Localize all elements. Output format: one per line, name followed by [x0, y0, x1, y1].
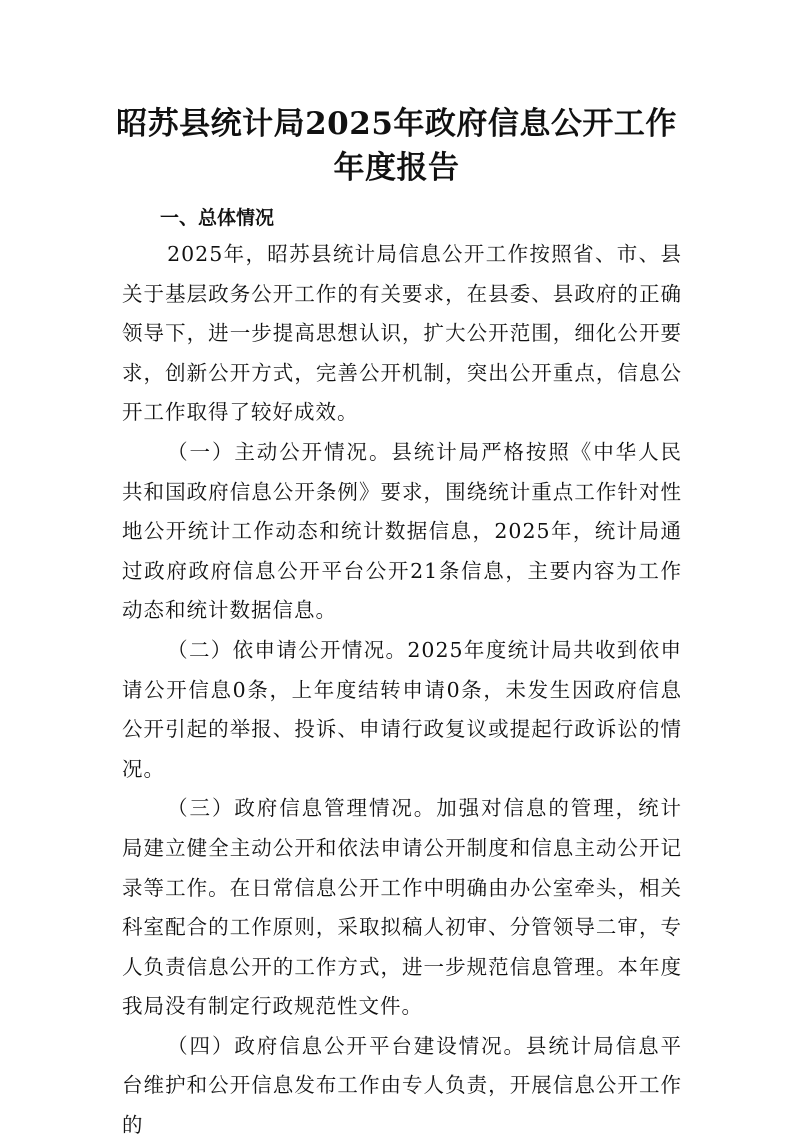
paragraph-intro: 2025年，昭苏县统计局信息公开工作按照省、市、县关于基层政务公开工作的有关要求，在县委、县政府的正确领导下，进一步提高思想认识，扩大公开范围，细化公开要求，创新公开方式，完善公开机制，突出公开重点，信息公开工作取得了较好成效。 — [122, 242, 682, 425]
section-heading-overview: 一、总体情况 — [160, 207, 275, 229]
paragraph-proactive-disclosure: （一）主动公开情况。县统计局严格按照《中华人民共和国政府信息公开条例》要求，围绕统计重点工作针对性地公开统计工作动态和统计数据信息，2025年，统计局通过政府政府信息公开平台公开21条信息，主要内容为工作动态和统计数据信息。 — [122, 439, 682, 623]
paragraph-platform-construction: （四）政府信息公开平台建设情况。县统计局信息平台维护和公开信息发布工作由专人负责，开展信息公开工作的 — [122, 1033, 682, 1138]
document-title-line2: 年度报告 — [333, 150, 460, 186]
document-title-line1: 昭苏县统计局2025年政府信息公开工作 — [116, 106, 677, 142]
paragraph-request-disclosure: （二）依申请公开情况。2025年度统计局共收到依申请公开信息0条，上年度结转申请0条，未发生因政府信息公开引起的举报、投诉、申请行政复议或提起行政诉讼的情况。 — [122, 637, 682, 781]
document-body — [122, 235, 682, 1146]
paragraph-info-management: （三）政府信息管理情况。加强对信息的管理，统计局建立健全主动公开和依法申请公开制度和信息主动公开记录等工作。在日常信息公开工作中明确由办公室牵头，相关科室配合的工作原则，采取拟稿人初审、分管领导二审，专人负责信息公开的工作方式，进一步规范信息管理。本年度我局没有制定行政规范性文件。 — [122, 796, 682, 1019]
